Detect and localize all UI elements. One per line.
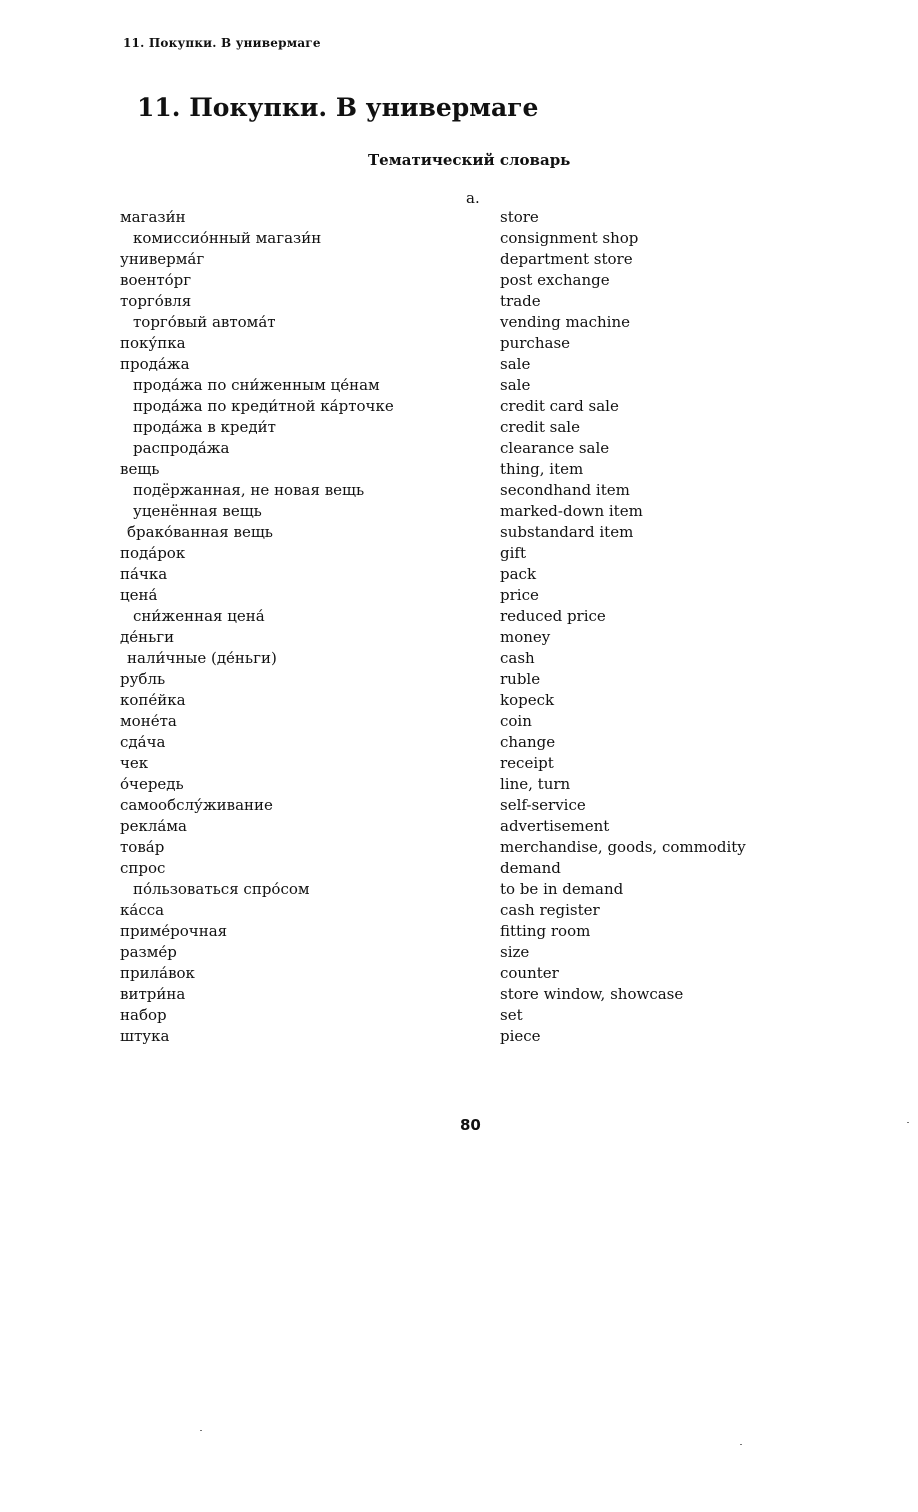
russian-term: поку́пка	[120, 334, 186, 352]
vocab-row	[0, 921, 918, 942]
vocab-row	[0, 984, 918, 1005]
english-translation: fitting room	[500, 922, 591, 940]
scan-speck	[740, 1444, 742, 1445]
vocab-row	[0, 900, 918, 921]
russian-term: рекла́ма	[120, 817, 187, 835]
russian-term: уценённая вещь	[133, 502, 262, 520]
vocab-row	[0, 354, 918, 375]
russian-term: по́льзоваться спро́сом	[133, 880, 310, 898]
russian-term: прода́жа по креди́тной ка́рточке	[133, 397, 394, 415]
english-translation: size	[500, 943, 530, 961]
english-translation: store	[500, 208, 539, 226]
english-translation: receipt	[500, 754, 554, 772]
english-translation: to be in demand	[500, 880, 624, 898]
russian-term: цена́	[120, 586, 158, 604]
english-translation: coin	[500, 712, 532, 730]
russian-term: торго́вый автома́т	[133, 313, 276, 331]
english-translation: merchandise, goods, commodity	[500, 838, 746, 856]
vocab-row	[0, 774, 918, 795]
vocab-row	[0, 543, 918, 564]
russian-term: самообслу́живание	[120, 796, 273, 814]
russian-term: брако́ванная вещь	[127, 523, 273, 541]
english-translation: credit sale	[500, 418, 580, 436]
russian-term: прила́вок	[120, 964, 195, 982]
vocab-row	[0, 396, 918, 417]
vocab-row	[0, 753, 918, 774]
russian-term: штука	[120, 1027, 170, 1045]
vocab-row	[0, 291, 918, 312]
vocab-row	[0, 459, 918, 480]
vocab-row	[0, 270, 918, 291]
vocab-row	[0, 1026, 918, 1047]
vocab-row	[0, 711, 918, 732]
english-translation: credit card sale	[500, 397, 619, 415]
russian-term: военто́рг	[120, 271, 192, 289]
russian-term: магази́н	[120, 208, 186, 226]
vocab-row	[0, 417, 918, 438]
vocabulary-heading: Тематический словарь	[368, 151, 571, 169]
russian-term: чек	[120, 754, 149, 772]
english-translation: trade	[500, 292, 541, 310]
scan-speck	[907, 1122, 909, 1123]
english-translation: counter	[500, 964, 559, 982]
vocab-row	[0, 375, 918, 396]
scan-speck	[200, 1430, 202, 1431]
vocab-row	[0, 438, 918, 459]
english-translation: department store	[500, 250, 633, 268]
section-letter: a.	[466, 189, 480, 207]
russian-term: па́чка	[120, 565, 168, 583]
russian-term: универма́г	[120, 250, 205, 268]
english-translation: set	[500, 1006, 523, 1024]
russian-term: набор	[120, 1006, 167, 1024]
russian-term: копе́йка	[120, 691, 186, 709]
page-number: 80	[460, 1116, 481, 1134]
english-translation: clearance sale	[500, 439, 610, 457]
english-translation: sale	[500, 376, 531, 394]
english-translation: cash	[500, 649, 535, 667]
english-translation: substandard item	[500, 523, 634, 541]
english-translation: advertisement	[500, 817, 610, 835]
english-translation: thing, item	[500, 460, 584, 478]
russian-term: сда́ча	[120, 733, 166, 751]
russian-term: де́ньги	[120, 628, 175, 646]
russian-term: моне́та	[120, 712, 177, 730]
russian-term: ка́сса	[120, 901, 165, 919]
vocab-row	[0, 627, 918, 648]
vocab-row	[0, 879, 918, 900]
vocab-row	[0, 207, 918, 228]
russian-term: рубль	[120, 670, 166, 688]
russian-term: витри́на	[120, 985, 186, 1003]
vocab-row	[0, 564, 918, 585]
russian-term: комиссио́нный магази́н	[133, 229, 322, 247]
english-translation: money	[500, 628, 551, 646]
english-translation: store window, showcase	[500, 985, 684, 1003]
vocab-row	[0, 963, 918, 984]
english-translation: purchase	[500, 334, 571, 352]
russian-term: вещь	[120, 460, 160, 478]
russian-term: прода́жа по сни́женным це́нам	[133, 376, 380, 394]
vocab-row	[0, 816, 918, 837]
english-translation: self-service	[500, 796, 586, 814]
russian-term: пода́рок	[120, 544, 186, 562]
russian-term: нали́чные (де́ньги)	[127, 649, 277, 667]
vocab-row	[0, 648, 918, 669]
vocab-row	[0, 795, 918, 816]
russian-term: прода́жа в креди́т	[133, 418, 276, 436]
vocab-row	[0, 837, 918, 858]
chapter-title: 11. Покупки. В универмаге	[137, 93, 539, 122]
russian-term: това́р	[120, 838, 165, 856]
russian-term: сни́женная цена́	[133, 607, 265, 625]
vocab-row	[0, 522, 918, 543]
vocab-row	[0, 585, 918, 606]
english-translation: kopeck	[500, 691, 555, 709]
vocab-row	[0, 312, 918, 333]
russian-term: подёржанная, не новая вещь	[133, 481, 365, 499]
english-translation: demand	[500, 859, 561, 877]
vocab-row	[0, 606, 918, 627]
english-translation: vending machine	[500, 313, 631, 331]
russian-term: разме́р	[120, 943, 177, 961]
vocab-row	[0, 501, 918, 522]
english-translation: gift	[500, 544, 526, 562]
russian-term: прода́жа	[120, 355, 190, 373]
english-translation: piece	[500, 1027, 541, 1045]
vocab-row	[0, 249, 918, 270]
vocab-row	[0, 858, 918, 879]
vocab-row	[0, 228, 918, 249]
english-translation: change	[500, 733, 556, 751]
vocab-row	[0, 669, 918, 690]
vocab-row	[0, 732, 918, 753]
english-translation: ruble	[500, 670, 541, 688]
vocab-row	[0, 1005, 918, 1026]
russian-term: торго́вля	[120, 292, 192, 310]
english-translation: pack	[500, 565, 537, 583]
running-header: 11. Покупки. В универмаге	[123, 36, 321, 50]
english-translation: line, turn	[500, 775, 571, 793]
vocabulary-list	[0, 207, 918, 1047]
english-translation: post exchange	[500, 271, 610, 289]
english-translation: price	[500, 586, 539, 604]
english-translation: marked-down item	[500, 502, 643, 520]
vocab-row	[0, 333, 918, 354]
russian-term: распрода́жа	[133, 439, 230, 457]
english-translation: consignment shop	[500, 229, 639, 247]
english-translation: cash register	[500, 901, 600, 919]
english-translation: secondhand item	[500, 481, 630, 499]
vocab-row	[0, 480, 918, 501]
russian-term: о́чередь	[120, 775, 184, 793]
vocab-row	[0, 942, 918, 963]
english-translation: sale	[500, 355, 531, 373]
english-translation: reduced price	[500, 607, 606, 625]
russian-term: спрос	[120, 859, 166, 877]
russian-term: приме́рочная	[120, 922, 228, 940]
vocab-row	[0, 690, 918, 711]
